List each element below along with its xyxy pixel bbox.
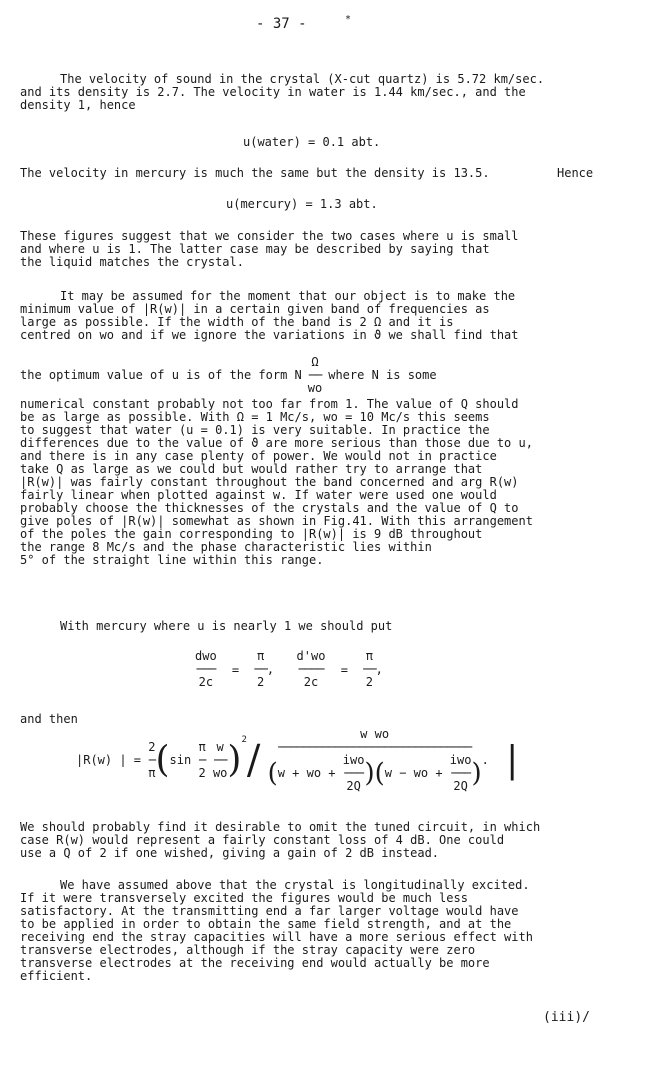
- page-mark: *: [345, 14, 352, 25]
- text-line: 5° of the straight line within this range.: [20, 553, 324, 567]
- right-paren: ): [471, 758, 482, 789]
- text-line: It may be assumed for the moment that our object is to make the: [60, 289, 516, 303]
- equals-sign: =: [340, 662, 348, 677]
- comma: ,: [266, 662, 275, 677]
- text-line: transverse electrodes at the receiving end would actually be more: [20, 956, 490, 970]
- fraction-numerator: w wo: [360, 727, 390, 741]
- optimum-line: [20, 356, 437, 395]
- text-line: density 1, hence: [20, 98, 136, 112]
- equation-u-water: u(water) = 0.1 abt.: [243, 135, 381, 149]
- fraction-pi-2: [254, 650, 266, 689]
- text-line: satisfactory. At the transmitting end a far larger voltage would have: [20, 904, 519, 918]
- text-line: of the poles the gain corresponding to |R(w)| is 9 dB throughout: [20, 527, 483, 541]
- left-paren: (: [267, 758, 278, 789]
- text-line: take Q as large as we could but would rather try to arrange that: [20, 462, 483, 476]
- text-line: numerical constant probably not too far from 1. The value of Q should: [20, 397, 519, 411]
- omega-over-wo-fraction: [308, 356, 322, 395]
- text-line: The velocity of sound in the crystal (X-cut quartz) is 5.72 km/sec.: [60, 72, 545, 86]
- factor-1: w + wo +: [277, 766, 336, 780]
- fraction-bar: ──: [363, 662, 376, 676]
- fraction-denominator: 2c: [303, 675, 319, 689]
- paragraph-tuned-circuit: [20, 821, 632, 860]
- equals-sign: =: [231, 662, 240, 677]
- fraction-numerator: π: [198, 740, 206, 754]
- fraction-dwo-2c: [195, 650, 217, 689]
- paragraph-two-cases: [20, 230, 632, 269]
- optimum-text-right: where N is some: [328, 368, 437, 382]
- fraction-denominator: wo: [307, 381, 323, 395]
- paragraph-sound-velocity: [20, 73, 632, 112]
- equation-phase-relations: dwo ─── 2c = π ── 2 , d'wo ──── 2c = π ── 2 ,: [195, 649, 383, 689]
- text-line: case R(w) would represent a fairly constant loss of 4 dB. One could: [20, 833, 505, 847]
- fraction-pi-over-2: [198, 741, 205, 780]
- fraction-bar: ──: [308, 368, 322, 382]
- fraction-bar: ──: [213, 753, 227, 767]
- fraction-denominator: 2: [198, 766, 206, 780]
- sin-label: sin: [169, 753, 192, 767]
- text-line: to suggest that water (u = 0.1) is very suitable. In practice the: [20, 423, 490, 437]
- fraction-w-over-wo: [213, 741, 227, 780]
- fraction-denominator: 2: [257, 675, 265, 689]
- text-line: use a Q of 2 if one wished, giving a gain of 2 dB instead.: [20, 846, 440, 860]
- paragraph-numerical-constant: [20, 398, 632, 567]
- fraction-numerator: Ω: [311, 355, 319, 369]
- equation-u-mercury: u(mercury) = 1.3 abt.: [226, 197, 378, 211]
- text-line: the range 8 Mc/s and the phase characteristic lies within: [20, 540, 432, 554]
- fraction-bar: ─: [198, 753, 206, 767]
- text-line: If it were transversely excited the figures would be much less: [20, 891, 468, 905]
- fraction-bar: ───: [451, 766, 470, 780]
- exponent: 2: [241, 735, 247, 745]
- fraction-bar: ───: [344, 766, 363, 780]
- text-line: transverse electrodes, although if the stray capacity were zero: [20, 943, 476, 957]
- fraction-numerator: iwo: [449, 753, 472, 767]
- text-line: and its density is 2.7. The velocity in water is 1.44 km/sec., and the: [20, 85, 526, 99]
- text-line: and there is in any case plenty of power. We would not in practice: [20, 449, 497, 463]
- paragraph-longitudinal-excitation: [20, 879, 632, 983]
- fraction-numerator: d'wo: [296, 649, 326, 663]
- optimum-text-left: the optimum value of u is of the form N: [20, 368, 302, 382]
- right-paren: ): [364, 758, 375, 789]
- text-line: to be applied in order to obtain the same field strength, and at the: [20, 917, 512, 931]
- fraction-denominator: wo: [212, 766, 228, 780]
- text-line: These figures suggest that we consider the two cases where u is small: [20, 229, 519, 243]
- fraction-numerator: 2: [148, 740, 156, 754]
- fraction-bar: ──: [254, 662, 267, 676]
- fraction-d-wo-2c: [297, 650, 326, 689]
- text-line: centred on wo and if we ignore the variations in ϑ we shall find that: [20, 328, 519, 342]
- and-then-label: and then: [20, 712, 78, 726]
- text-line: differences due to the value of ϑ are more serious than those due to u,: [20, 436, 533, 450]
- fraction-bar: ─: [148, 753, 155, 767]
- text-line: minimum value of |R(w)| in a certain given band of frequencies as: [20, 302, 490, 316]
- abs-bar-right: |: [506, 739, 519, 781]
- eq-lhs: |R(w) | =: [76, 753, 142, 767]
- fraction-denominator: 2Q: [453, 779, 468, 793]
- right-paren: ): [227, 739, 242, 781]
- page-continuation-marker: (iii)/: [543, 1010, 590, 1025]
- main-fraction: [268, 728, 482, 793]
- paragraph-minimum-value: [20, 290, 632, 342]
- fraction-denominator: 2c: [198, 675, 214, 689]
- equation-r-magnitude: |R(w) | = 2 ─ π (sin π ─ 2 w ── wo )$^2$/ w wo ─────────────────────────────── (w + wo + iwo ─── 2Q )(w − wo + iwo ─── 2Q ) . |: [76, 727, 519, 793]
- fraction-numerator: w: [216, 740, 224, 754]
- text-line: We should probably find it desirable to omit the tuned circuit, in which: [20, 820, 541, 834]
- left-paren: (: [374, 758, 385, 789]
- text-line: large as possible. If the width of the band is 2 Ω and it is: [20, 315, 454, 329]
- text-line: probably choose the thicknesses of the crystals and the value of Q to: [20, 501, 519, 515]
- paragraph-mercury: [20, 620, 632, 633]
- fraction-numerator: iwo: [342, 753, 365, 767]
- fraction-numerator: π: [257, 649, 265, 663]
- text-line: |R(w)| was fairly constant throughout the band concerned and arg R(w): [20, 475, 519, 489]
- fraction-bar: ────: [298, 662, 324, 676]
- fraction-bar: ───────────────────────────────: [278, 740, 472, 754]
- fraction-iwo-2q: [343, 754, 365, 793]
- text-line: efficient.: [20, 969, 93, 983]
- fraction-denominator: 2: [365, 675, 373, 689]
- mercury-sentence: The velocity in mercury is much the same but the density is 13.5.: [20, 166, 490, 180]
- mercury-sentence-hence: Hence: [557, 166, 594, 180]
- text-line: the liquid matches the crystal.: [20, 255, 244, 269]
- fraction-denominator: [268, 754, 482, 793]
- text-line: With mercury where u is nearly 1 we should put: [60, 619, 393, 633]
- fraction-denominator: π: [148, 766, 156, 780]
- text-line: receiving end the stray capacities will have a more serious effect with: [20, 930, 533, 944]
- fraction-numerator: π: [365, 649, 373, 663]
- page-number: - 37 -: [256, 16, 307, 32]
- fraction-denominator: 2Q: [346, 779, 361, 793]
- fraction-iwo-2q: [450, 754, 472, 793]
- text-line: give poles of |R(w)| somewhat as shown in Fig.41. With this arrangement: [20, 514, 533, 528]
- divider-slash: /: [246, 737, 261, 784]
- fraction-bar: ───: [196, 662, 216, 676]
- factor-2: w − wo +: [384, 766, 443, 780]
- left-paren: (: [155, 739, 170, 781]
- fraction-2-over-pi: [148, 741, 155, 780]
- text-line: We have assumed above that the crystal is longitudinally excited.: [60, 878, 530, 892]
- fraction-pi-2: [363, 650, 375, 689]
- text-line: fairly linear when plotted against w. If water were used one would: [20, 488, 497, 502]
- text-line: be as large as possible. With Ω = 1 Mc/s, wo = 10 Mc/s this seems: [20, 410, 490, 424]
- text-line: and where u is 1. The latter case may be described by saying that: [20, 242, 490, 256]
- fraction-numerator: dwo: [195, 649, 217, 663]
